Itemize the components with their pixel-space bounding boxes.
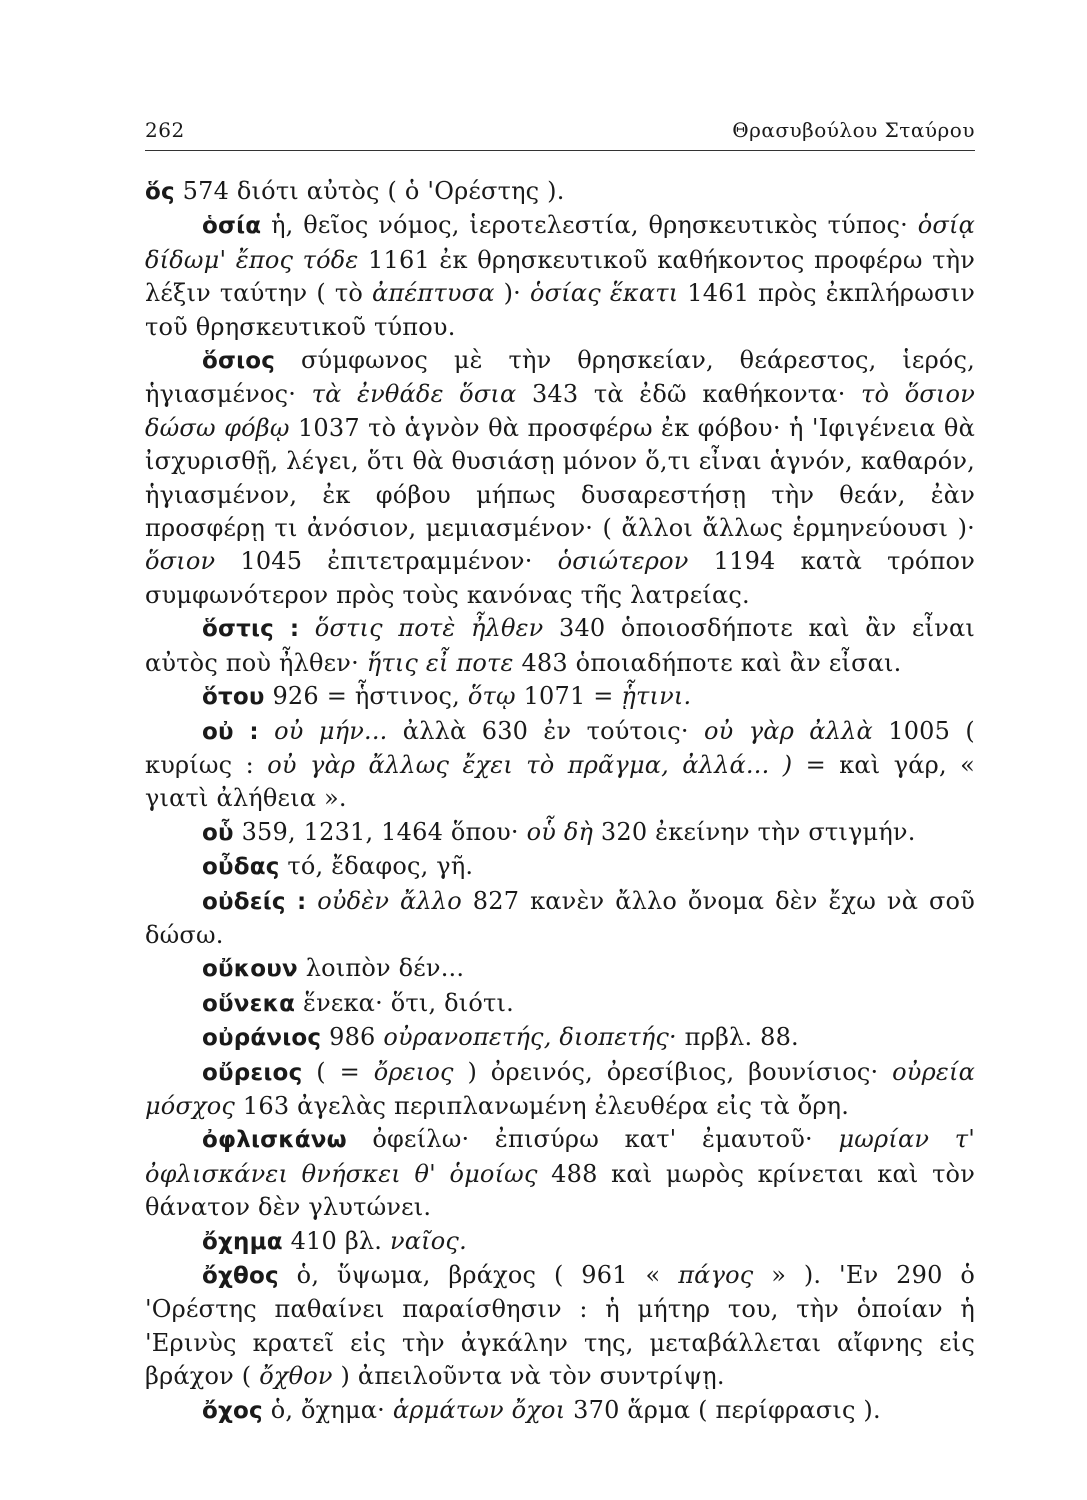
entry-text: 340 ὁποιοσδήποτε καὶ ἂν εἶναι αὐτὸς ποὺ ἦλθεν· <box>145 614 975 677</box>
glossary-entry <box>145 816 975 850</box>
entry-text: 827 κανὲν ἄλλο ὄνομα δὲν ἔχω νὰ σοῦ δώσω. <box>145 886 975 949</box>
header-rule <box>145 150 975 151</box>
entry-quote: ὁσιώτερον <box>557 547 689 576</box>
glossary-entry <box>145 987 975 1021</box>
entry-text: ἕνεκα· ὅτι, διότι. <box>295 988 514 1017</box>
entry-text: 1461 πρὸς ἐκπλήρωσιν τοῦ θρησκευτικοῦ τύπου. <box>145 279 975 341</box>
entry-text <box>306 887 317 915</box>
entry-text: 163 ἀγελὰς περιπλανωμένη ἐλευθέρα εἰς τὰ ὄρη. <box>235 1091 850 1120</box>
entry-lemma: οὔρειος <box>202 1059 303 1086</box>
entry-quote: τὸ ὅσιον δώσω φόβῳ <box>145 380 975 442</box>
entry-quote: πάγος <box>678 1261 754 1289</box>
glossary-body <box>145 175 975 1428</box>
entry-quote: ἀπέπτυσα <box>371 279 495 308</box>
glossary-entry <box>145 1021 975 1055</box>
entry-text: ὀφείλω· ἐπισύρω κατ' ἐμαυτοῦ· <box>346 1125 839 1154</box>
entry-lemma: οὐράνιος <box>202 1025 322 1052</box>
entry-quote: ὄρειος <box>373 1057 454 1086</box>
entry-text: ) ἀπειλοῦντα νὰ τὸν συντρίψῃ. <box>332 1362 725 1391</box>
entry-quote: ὅτῳ <box>467 682 516 711</box>
entry-text: ( = <box>302 1057 374 1086</box>
entry-quote: μωρίαν τ' ὀφλισκάνει θνήσκει θ' ὁμοίως <box>145 1125 975 1188</box>
entry-text: 926 = ἧστινος, <box>264 682 468 711</box>
entry-text: 370 ἅρμα ( περίφρασις ). <box>565 1395 881 1424</box>
entry-text: 320 ἐκείνην τὴν στιγμήν. <box>593 817 916 846</box>
entry-lemma: ὄχθος <box>202 1263 279 1289</box>
glossary-entry <box>145 885 975 953</box>
running-head <box>145 118 975 142</box>
entry-lemma: ὄχημα <box>202 1228 283 1255</box>
entry-text: 483 ὁποιαδήποτε καὶ ἂν εἶσαι. <box>513 648 902 677</box>
entry-text: ) ὀρεινός, ὀρεσίβιος, βουνίσιος· <box>453 1057 893 1086</box>
entry-quote: οὐδὲν ἄλλο <box>317 886 462 915</box>
entry-text: 1005 ( κυρίως : <box>145 716 975 779</box>
entry-text: 986 <box>321 1023 384 1052</box>
page-number: 262 <box>145 118 185 142</box>
entry-lemma: οὔκουν <box>202 956 298 983</box>
entry-quote: ὅστις ποτὲ ἦλθεν <box>314 614 544 643</box>
glossary-entry <box>145 952 975 986</box>
entry-lemma: οὖδας <box>202 854 280 881</box>
glossary-entry <box>145 1259 975 1394</box>
entry-quote: ὄχθον <box>259 1362 333 1391</box>
glossary-entry <box>145 175 975 209</box>
entry-text: 1071 = <box>515 682 622 711</box>
entry-quote: οὐρανοπετής, διοπετής· <box>383 1023 677 1052</box>
entry-text: τό, ἔδαφος, γῆ. <box>279 852 474 881</box>
entry-text: 1045 ἐπιτετραμμένον· <box>215 547 558 576</box>
glossary-entry <box>145 715 975 816</box>
entry-quote: ὅσιον <box>145 547 216 576</box>
entry-text: 488 καὶ μωρὸς κρίνεται καὶ τὸν θάνατον δὲν γλυτώνει. <box>145 1159 975 1222</box>
entry-text: = καὶ γάρ, « γιατὶ ἀλήθεια ». <box>145 750 975 813</box>
entry-quote: οὐρεία μόσχος <box>145 1057 975 1120</box>
glossary-entry <box>145 850 975 884</box>
entry-quote: ἥτις εἶ ποτε <box>366 648 514 677</box>
entry-text: 1037 τὸ ἁγνὸν θὰ προσφέρω ἐκ φόβου· ἡ 'Ιφιγένεια θὰ ἰσχυρισθῇ, λέγει, ὅτι θὰ θυσιάσῃ μόνον ὅ,τι εἶναι ἁγνόν, καθαρόν, ἡγιασμένον, ἐκ φόβου μήπως δυσαρεστήσῃ τὴν θεάν, ἐὰν προσφέρῃ τι ἀνόσιον, μεμιασμένον· ( ἄλλοι ἄλλως ἑρμηνεύουσι )· <box>145 413 975 543</box>
entry-text <box>299 614 315 642</box>
entry-quote: οὐ γὰρ ἀλλὰ <box>704 716 873 745</box>
entry-lemma: ὀφλισκάνω <box>202 1127 347 1154</box>
glossary-entry <box>145 1394 975 1428</box>
entry-lemma: ὅστις : <box>202 616 300 643</box>
entry-text: λοιπὸν δέν... <box>297 954 465 983</box>
glossary-entry <box>145 344 975 612</box>
glossary-entry <box>145 680 975 714</box>
glossary-entry <box>145 1123 975 1224</box>
entry-text: ἡ, θεῖος νόμος, ἱεροτελεστία, θρησκευτικὸς τύπος· <box>261 211 918 240</box>
entry-text: 359, 1231, 1464 ὅπου· <box>233 817 527 846</box>
entry-text: πρβλ. 88. <box>676 1023 799 1052</box>
entry-text: σύμφωνος μὲ τὴν θρησκείαν, θεάρεστος, ἱερός, ἡγιασμένος· <box>145 346 975 409</box>
entry-text: 410 βλ. <box>282 1226 390 1255</box>
entry-text: 343 τὰ ἐδῶ καθήκοντα· <box>516 380 862 409</box>
entry-quote: ὁσίᾳ δίδωμ' ἔπος τόδε <box>145 211 975 274</box>
glossary-entry <box>145 209 975 344</box>
entry-text: 1194 κατὰ τρόπον συμφωνότερον πρὸς τοὺς κανόνας τῆς λατρείας. <box>145 547 975 609</box>
entry-lemma: ὁσία <box>202 213 262 240</box>
entry-quote: ᾗτινι. <box>621 682 692 711</box>
entry-text: 574 διότι αὐτὸς ( ὁ 'Ορέστης ). <box>174 177 565 205</box>
entry-text: ὁ, ὕψωμα, βράχος ( 961 « <box>278 1261 679 1289</box>
running-title: Θρασυβούλου Σταύρου <box>732 118 975 142</box>
entry-lemma: ὅτου <box>202 684 265 711</box>
glossary-entry <box>145 1056 975 1124</box>
entry-quote: οὗ δὴ <box>526 817 594 846</box>
glossary-entry <box>145 1225 975 1259</box>
entry-quote: οὐ γὰρ ἄλλως ἔχει τὸ πρᾶγμα, ἀλλά... ) <box>267 750 793 779</box>
entry-quote: ἁρμάτων ὄχοι <box>392 1395 566 1424</box>
entry-quote: οὐ μήν... <box>274 716 388 745</box>
entry-quote: ὁσίας ἕκατι <box>529 279 679 308</box>
entry-quote: ναῖος. <box>389 1226 467 1255</box>
entry-text: » ). 'Εν 290 ὁ 'Ορέστης παθαίνει παραίσθησιν : ἡ μήτηρ του, τὴν ὁποίαν ἡ 'Ερινὺς κρατεῖ εἰς τὴν ἀγκάλην της, μεταβάλλεται αἴφνης εἰς βράχον ( <box>145 1261 975 1391</box>
entry-quote: τὰ ἐνθάδε ὅσια <box>311 380 517 409</box>
entry-text <box>259 717 274 745</box>
entry-lemma: οὗ <box>202 819 234 846</box>
entry-text: 1161 ἐκ θρησκευτικοῦ καθήκοντος προφέρω τὴν λέξιν ταύτην ( τὸ <box>145 245 975 308</box>
entry-lemma: οὕνεκα <box>202 990 296 1017</box>
entry-lemma: οὐ : <box>202 718 259 745</box>
entry-text: ὁ, ὄχημα· <box>262 1395 393 1424</box>
entry-lemma: ὄχος <box>202 1397 263 1424</box>
entry-lemma: ὅς <box>145 179 175 205</box>
entry-text: )· <box>494 279 530 308</box>
entry-lemma: ὅσιος <box>202 348 276 375</box>
entry-text: ἀλλὰ 630 ἐν τούτοις· <box>387 716 705 745</box>
glossary-entry <box>145 612 975 680</box>
entry-lemma: οὐδείς : <box>202 888 307 915</box>
